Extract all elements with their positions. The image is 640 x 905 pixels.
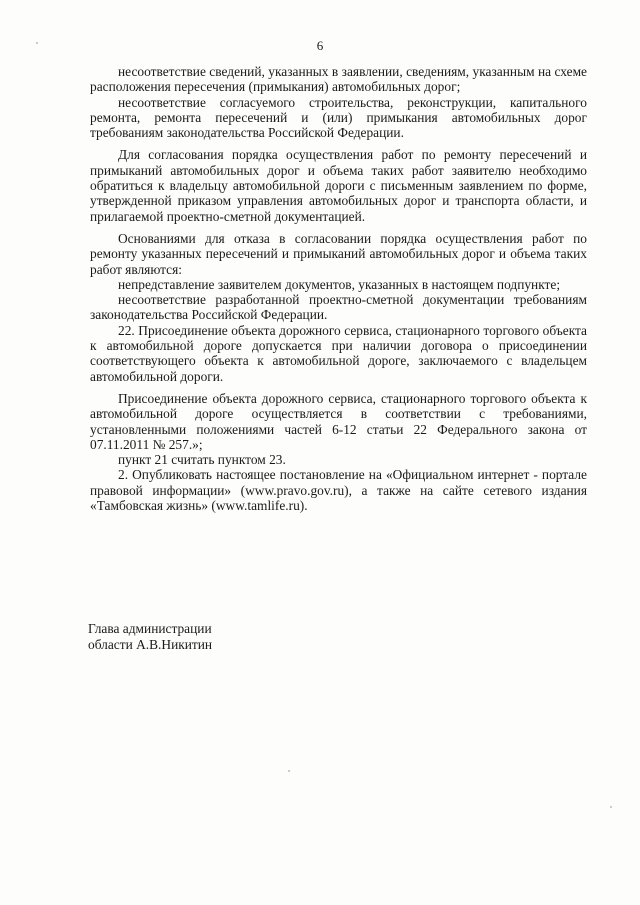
scan-speck [288,770,290,772]
paragraph-8: Присоединение объекта дорожного сервиса, стационарного торгового объекта к автомобильной дороге осуществляется в соответствии с требованиями, установленными положениями частей 6-12 статьи 22 Федерального закона от 07.11.2011 № 257.»; [90,390,587,452]
paragraph-7: 22. Присоединение объекта дорожного сервиса, стационарного торгового объекта к автомобильной дороге допускается при наличии договора о присоединении соответствующего объекта к автомобильной дороге, заключаемого с владельцем автомобильной дороги. [90,322,587,384]
signature-name: области А.В.Никитин [88,637,213,652]
paragraph-4: Основаниями для отказа в согласовании порядка осуществления работ по ремонту указанных пересечений и примыканий автомобильных дорог и объема таких работ являются: [90,230,587,277]
paragraph-6: несоответствие разработанной проектно-сметной документации требованиям законодательства Российской Федерации. [90,292,587,323]
paragraph-5: непредставление заявителем документов, указанных в настоящем подпункте; [118,276,561,292]
paragraph-10: 2. Опубликовать настоящее постановление на «Официальном интернет - портале правовой информации» (www.pravo.gov.ru), а также на сайте сетевого издания «Тамбовская жизнь» (www.tamlife.ru). [90,467,587,514]
paragraph-9: пункт 21 считать пунктом 23. [118,452,286,468]
scan-speck [610,806,612,808]
paragraph-1: несоответствие сведений, указанных в заявлении, сведениям, указанным на схеме расположения пересечения (примыкания) автомобильных дорог; [90,64,587,95]
paragraph-2: несоответствие согласуемого строительства, реконструкции, капитального ремонта, ремонта пересечений и (или) примыкания автомобильных дорог требованиям законодательства Российской Федерации. [90,94,587,141]
paragraph-3: Для согласования порядка осуществления работ по ремонту пересечений и примыканий автомобильных дорог и объема таких работ заявителю необходимо обратиться к владельцу автомобильной дороги с письменным заявлением по форме, утвержденной приказом управления автомобильных дорог и транспорта области, и прилагаемой проектно-сметной документацией. [90,147,587,224]
scan-speck [36,42,38,44]
page-number: 6 [316,38,324,53]
signature-block [88,621,212,653]
signature-title: Глава администрации [88,621,212,636]
document-body [90,64,587,513]
